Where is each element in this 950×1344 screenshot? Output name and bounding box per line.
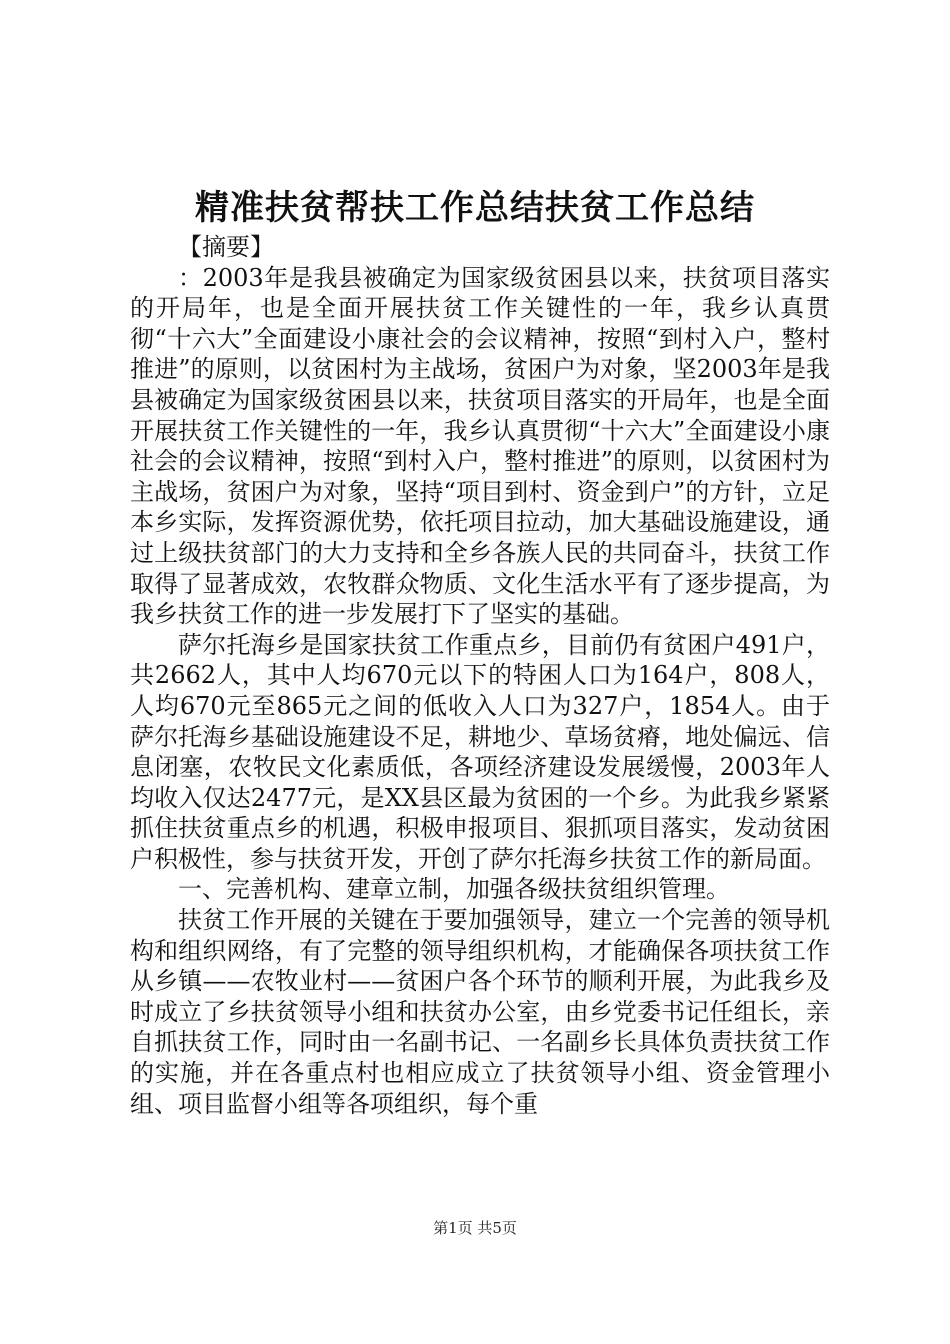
section-heading-1: 一、完善机构、建章立制，加强各级扶贫组织管理。 <box>178 875 730 904</box>
summary-label: 【摘要】 <box>178 233 274 261</box>
paragraph-background: 萨尔托海乡是国家扶贫工作重点乡，目前仍有贫困户491户，共2662人，其中人均670元以下的特困人口为164户，808人，人均670元至865元之间的低收入人口为327户，1854人。由于萨尔托海乡基础设施建设不足，耕地少、草场贫瘠，地处偏远、信息闭塞，农牧民文化素质低，各项经济建设发展缓慢，2003年人均收入仅达2477元，是XX县区最为贫困的一个乡。为此我乡紧紧抓住扶贫重点乡的机遇，积极申报项目、狠抓项目落实，发动贫困户积极性，参与扶贫开发，开创了萨尔托海乡扶贫工作的新局面。 <box>130 630 830 873</box>
document-title: 精准扶贫帮扶工作总结扶贫工作总结 <box>195 188 755 228</box>
page-number-footer: 第1页 共5页 <box>433 1219 517 1237</box>
paragraph-summary: ：2003年是我县被确定为国家级贫困县以来，扶贫项目落实的开局年，也是全面开展扶贫工作关键性的一年，我乡认真贯彻“十六大”全面建设小康社会的会议精神，按照“到村入户，整村推进”的原则，以贫困村为主战场，贫困户为对象，坚2003年是我县被确定为国家级贫困县以来，扶贫项目落实的开局年，也是全面开展扶贫工作关键性的一年，我乡认真贯彻“十六大”全面建设小康社会的会议精神，按照“到村入户，整村推进”的原则，以贫困村为主战场，贫困户为对象，坚持“项目到村、资金到户”的方针，立足本乡实际，发挥资源优势，依托项目拉动，加大基础设施建设，通过上级扶贫部门的大力支持和全乡各族人民的共同奋斗，扶贫工作取得了显著成效，农牧群众物质、文化生活水平有了逐步提高，为我乡扶贫工作的进一步发展打下了坚实的基础。 <box>130 263 830 629</box>
paragraph-leadership: 扶贫工作开展的关键在于要加强领导，建立一个完善的领导机构和组织网络，有了完整的领导组织机构，才能确保各项扶贫工作从乡镇——农牧业村——贫困户各个环节的顺利开展，为此我乡及时成立了乡扶贫领导小组和扶贫办公室，由乡党委书记任组长，亲自抓扶贫工作，同时由一名副书记、一名副乡长具体负责扶贫工作的实施，并在各重点村也相应成立了扶贫领导小组、资金管理小组、项目监督小组等各项组织，每个重 <box>130 906 830 1118</box>
document-body <box>130 232 830 1119</box>
